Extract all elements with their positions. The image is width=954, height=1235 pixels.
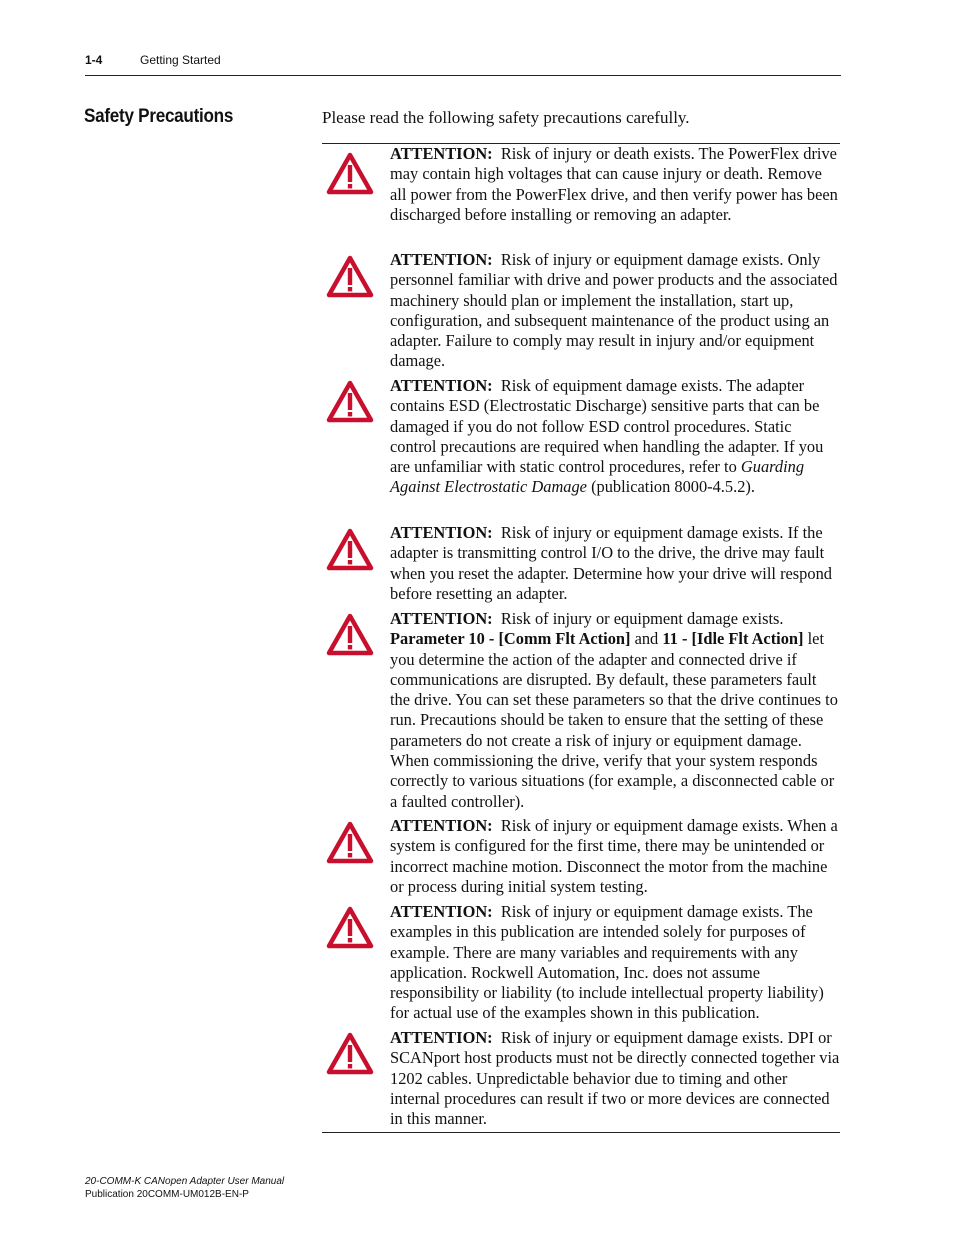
parameter-ref: 11 - [Idle Flt Action]: [662, 629, 804, 649]
warning-triangle-icon: [326, 528, 374, 571]
parameter-ref: Parameter 10 - [Comm Flt Action]: [390, 629, 631, 649]
warning-triangle-icon: [326, 1032, 374, 1075]
chapter-title: Getting Started: [140, 53, 221, 67]
attention-label: ATTENTION:: [390, 902, 493, 921]
attention-label: ATTENTION:: [390, 250, 493, 269]
warning-triangle-icon: [326, 255, 374, 298]
warning-triangle-icon: [326, 380, 374, 423]
attention-text: ATTENTION: Risk of injury or death exists. The PowerFlex drive may contain high voltages that can cause injury or death. Remove all power from the PowerFlex drive, and then verify power has been discharged before installing or removing an adapter.: [390, 144, 838, 224]
attention-text: ATTENTION: Risk of injury or equipment damage exists. DPI or SCANport host products must not be directly connected together via 1202 cables. Unpredictable behavior due to timing and other internal procedures can result if two or more devices are connected in this manner.: [390, 1028, 840, 1129]
publication-number: Publication 20COMM-UM012B-EN-P: [85, 1189, 249, 1200]
section-title: Safety Precautions: [84, 106, 234, 127]
warning-triangle-icon: [326, 906, 374, 949]
publication-title: Guarding Against Electrostatic Damage: [390, 457, 805, 497]
page-number: 1-4: [85, 53, 103, 67]
attention-text: ATTENTION: Risk of injury or equipment damage exists. When a system is configured for the first time, there may be unintended or incorrect machine motion. Disconnect the motor from the machine or process during initial system testing.: [390, 816, 838, 896]
warning-triangle-icon: [326, 821, 374, 864]
section-intro: Please read the following safety precautions carefully.: [322, 108, 690, 127]
attention-box-bottom-rule: [322, 1132, 840, 1133]
attention-text: ATTENTION: Risk of injury or equipment damage exists. If the adapter is transmitting control I/O to the drive, the drive may fault when you reset the adapter. Determine how your drive will respond before resetting an adapter.: [390, 523, 832, 603]
attention-label: ATTENTION:: [390, 144, 493, 163]
attention-label: ATTENTION:: [390, 1028, 493, 1047]
warning-triangle-icon: [326, 152, 374, 195]
attention-text: ATTENTION: Risk of equipment damage exists. The adapter contains ESD (Electrostatic Discharge) sensitive parts that can be damaged if you do not follow ESD control procedures. Static control precautions are required when handling the adapter. If you are unfamiliar with static control procedures, refer to Guarding Against Electrostatic Damage (publication 8000-4.5.2).: [390, 376, 824, 497]
attention-text: ATTENTION: Risk of injury or equipment damage exists. Parameter 10 - [Comm Flt Action] and 11 - [Idle Flt Action] let you determine the action of the adapter and connected drive if communications are disrupted. By default, these parameters fault the drive. You can set these parameters so that the drive continues to run. Precautions should be taken to ensure that the setting of these parameters do not create a risk of injury or equipment damage. When commissioning the drive, verify that your system responds correctly to various situations (for example, a disconnected cable or a faulted controller).: [390, 609, 838, 811]
manual-title: 20-COMM-K CANopen Adapter User Manual: [85, 1176, 285, 1187]
attention-label: ATTENTION:: [390, 816, 493, 835]
warning-triangle-icon: [326, 613, 374, 656]
attention-text: ATTENTION: Risk of injury or equipment damage exists. Only personnel familiar with drive and power products and the associated machinery should plan or implement the installation, start up, configuration, and subsequent maintenance of the product using an adapter. Failure to comply may result in injury and/or equipment damage.: [390, 250, 838, 371]
page-footer: [85, 1175, 284, 1201]
header-rule: [85, 75, 841, 76]
attention-label: ATTENTION:: [390, 376, 493, 395]
attention-label: ATTENTION:: [390, 523, 493, 542]
attention-label: ATTENTION:: [390, 609, 493, 628]
attention-text: ATTENTION: Risk of injury or equipment damage exists. The examples in this publication are intended solely for purposes of example. There are many variables and requirements with any application. Rockwell Automation, Inc. does not assume responsibility or liability (to include intellectual property liability) for actual use of the examples shown in this publication.: [390, 902, 824, 1023]
